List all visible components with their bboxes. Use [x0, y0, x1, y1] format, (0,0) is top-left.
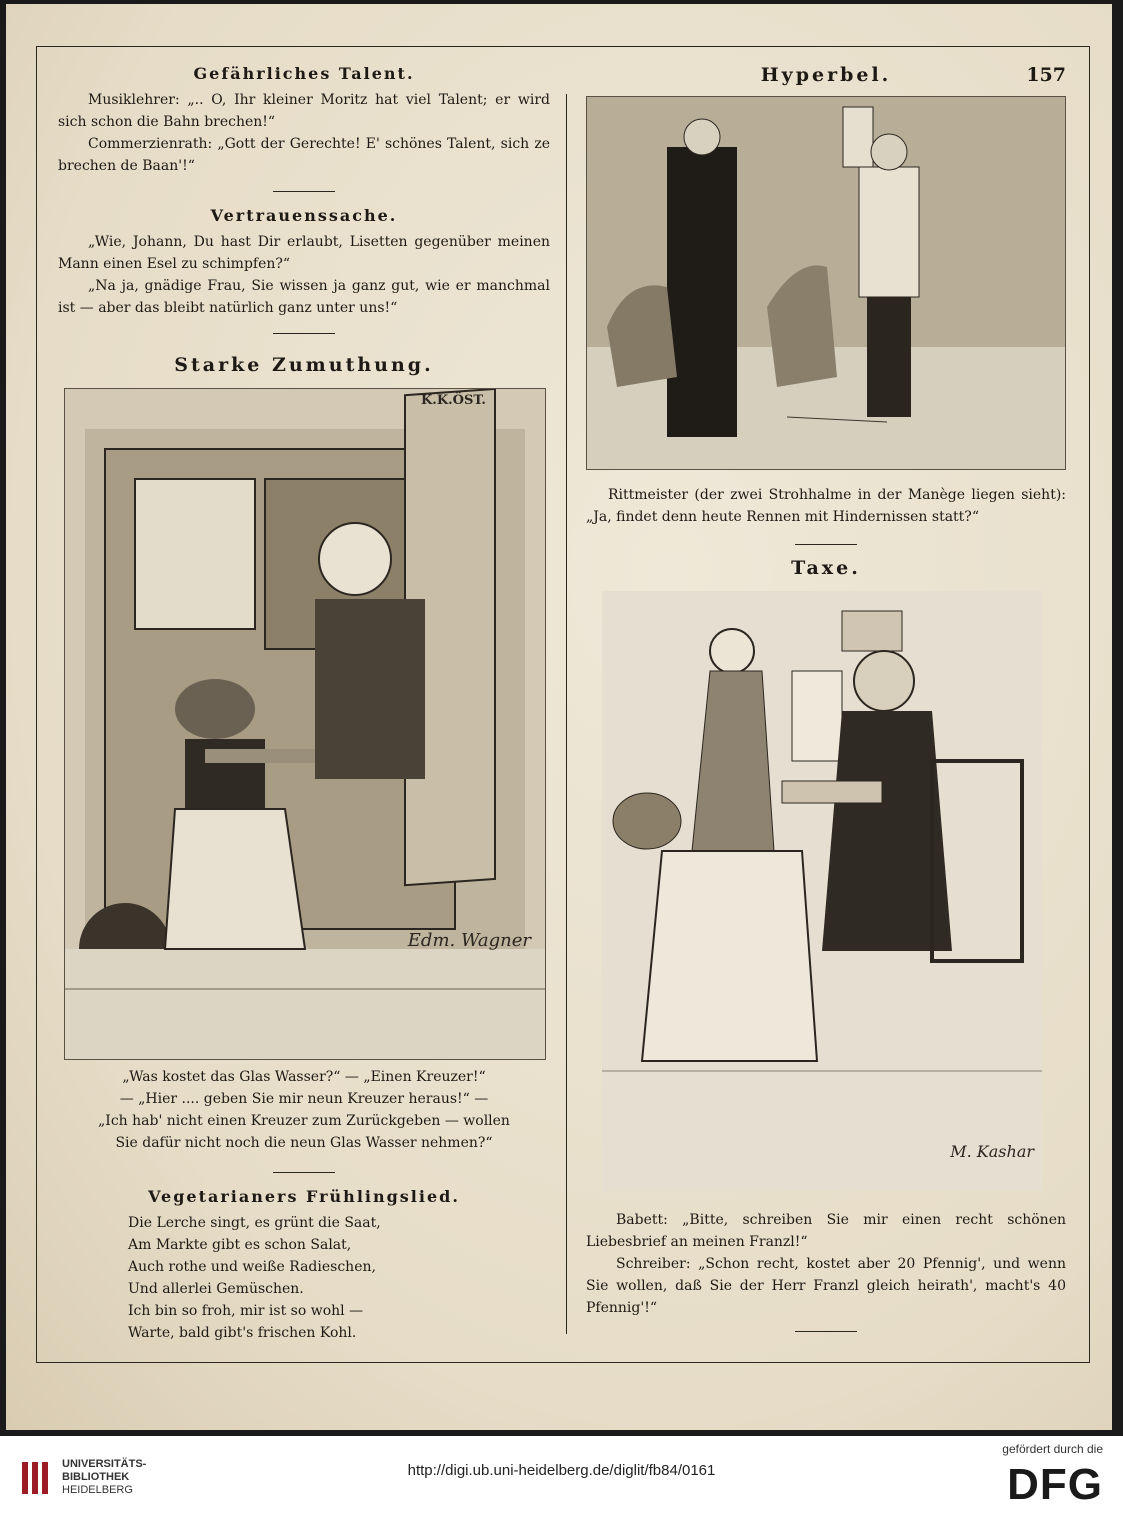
library-name-line: HEIDELBERG	[62, 1484, 133, 1496]
title-vertrauenssache: Vertrauenssache.	[210, 206, 398, 225]
source-url-link[interactable]: http://digi.ub.uni-heidelberg.de/diglit/fb84/0161	[407, 1462, 716, 1479]
title-gefaehrliches-talent: Gefährliches Talent.	[193, 64, 415, 83]
train-carriage-drawing	[65, 389, 545, 1059]
title-taxe: Taxe.	[791, 557, 861, 579]
text-musiklehrer: Musiklehrer: „.. O, Ihr kleiner Moritz hat viel Talent; er wird sich schon die Bahn brechen!“	[58, 92, 550, 130]
scanned-page	[6, 4, 1112, 1430]
illustration-letter-writer	[602, 591, 1042, 1191]
caption-starke-zumuthung	[58, 1066, 550, 1154]
poem-line: Am Markte gibt es schon Salat,	[128, 1237, 352, 1253]
poem-line: Warte, bald gibt's frischen Kohl.	[128, 1325, 357, 1341]
title-hyperbel: Hyperbel.	[760, 64, 892, 86]
carriage-sign: K.K.ÖST.	[421, 393, 486, 408]
text-babett: Babett: „Bitte, schreiben Sie mir einen recht schönen Liebesbrief an meinen Franzl!“	[586, 1212, 1066, 1250]
text-na-ja: „Na ja, gnädige Frau, Sie wissen ja ganz gut, wie er manchmal ist — aber das bleibt natürlich ganz unter uns!“	[58, 278, 550, 316]
section-rule	[795, 1331, 857, 1332]
caption-line: — „Hier .... geben Sie mir neun Kreuzer heraus!“ —	[119, 1091, 489, 1107]
caption-hyperbel: Rittmeister (der zwei Strohhalme in der Manège liegen sieht): „Ja, findet denn heute Rennen mit Hindernissen statt?“	[586, 487, 1066, 525]
text-commerzienrath: Commerzienrath: „Gott der Gerechte! E' schönes Talent, sich ze brechen de Baan'!“	[58, 136, 550, 174]
poem-line: Und allerlei Gemüschen.	[128, 1281, 304, 1297]
signature-kashar: M. Kashar	[950, 1142, 1034, 1161]
dfg-logo: DFG	[1007, 1460, 1103, 1509]
title-vegetarianers-fruehlingslied: Vegetarianers Frühlingslied.	[148, 1187, 460, 1206]
section-rule	[795, 544, 857, 545]
column-divider	[566, 94, 567, 1334]
right-column	[586, 64, 1066, 1332]
text-wie-johann: „Wie, Johann, Du hast Dir erlaubt, Lisetten gegenüber meinen Mann einen Esel zu schimpfen?“	[58, 234, 550, 272]
illustration-riding-hall	[586, 96, 1066, 470]
title-starke-zumuthung: Starke Zumuthung.	[174, 354, 434, 376]
section-rule	[273, 1172, 335, 1173]
caption-line: „Ich hab' nicht einen Kreuzer zum Zurückgeben — wollen	[98, 1113, 510, 1129]
caption-line: „Was kostet das Glas Wasser?“ — „Einen Kreuzer!“	[122, 1069, 486, 1085]
poem-line: Die Lerche singt, es grünt die Saat,	[128, 1215, 381, 1231]
page-number: 157	[1026, 64, 1066, 86]
letter-writer-drawing	[602, 591, 1042, 1191]
riding-hall-drawing	[587, 97, 1065, 469]
footer-bar	[0, 1436, 1123, 1518]
library-name-line: BIBLIOTHEK	[62, 1471, 130, 1483]
poem-line: Ich bin so froh, mir ist so wohl —	[128, 1303, 364, 1319]
section-rule	[273, 191, 335, 192]
section-rule	[273, 333, 335, 334]
illustration-train-carriage	[64, 388, 546, 1060]
caption-line: Sie dafür nicht noch die neun Glas Wasser nehmen?“	[115, 1135, 493, 1151]
left-column	[58, 64, 550, 1344]
poem-line: Auch rothe und weiße Radieschen,	[128, 1259, 376, 1275]
text-schreiber: Schreiber: „Schon recht, kostet aber 20 Pfennig', und wenn Sie wollen, daß Sie der Herr Franzl gleich heirath', macht's 40 Pfennig'!“	[586, 1256, 1066, 1316]
poem-vegetarianer	[58, 1212, 550, 1344]
signature-wagner: Edm. Wagner	[407, 930, 531, 951]
funded-by-label: gefördert durch die	[1002, 1442, 1103, 1456]
library-name-line: UNIVERSITÄTS-	[62, 1458, 147, 1470]
